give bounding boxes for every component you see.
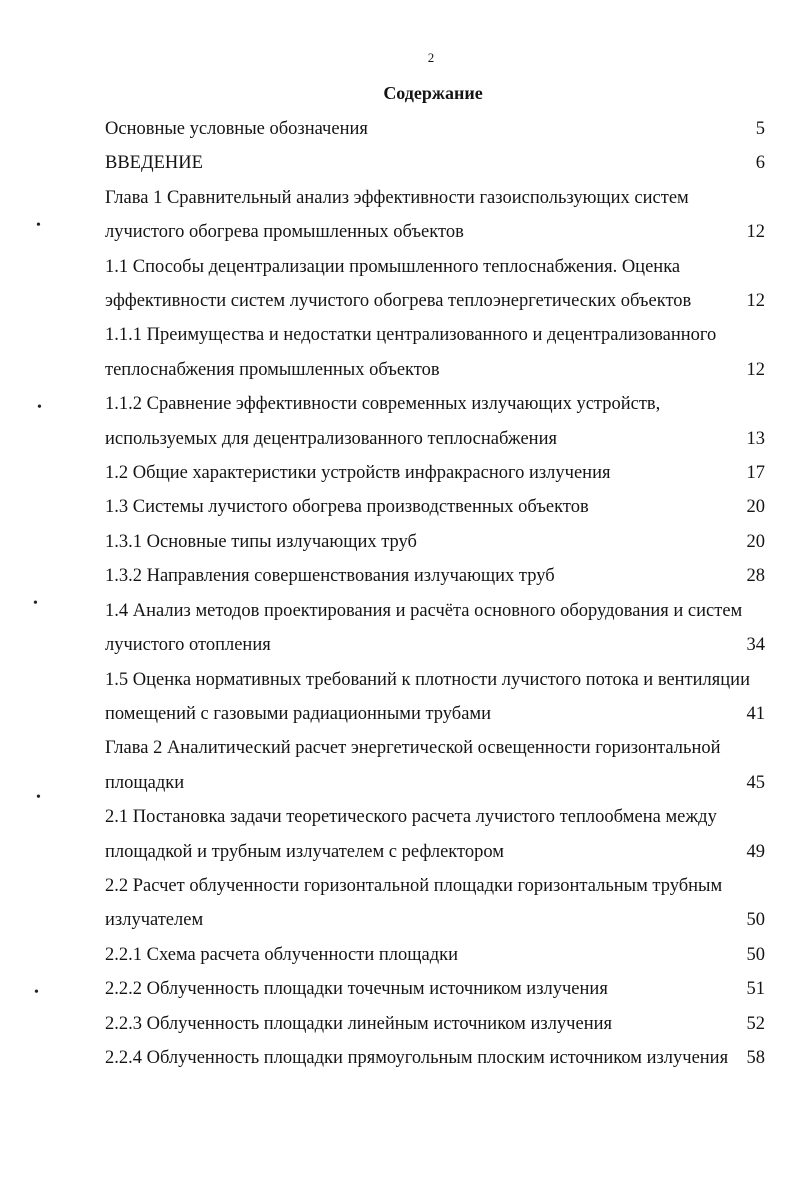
scan-speck: • <box>33 596 38 611</box>
toc-page-number: 58 <box>746 1047 765 1068</box>
toc-entry-text: 1.3.1 Основные типы излучающих труб <box>105 531 417 552</box>
toc-page-number: 12 <box>746 359 765 380</box>
toc-page-number: 52 <box>746 1013 765 1034</box>
toc-entry <box>105 663 767 732</box>
toc-entry-text: излучателем <box>105 910 204 931</box>
toc-entry <box>105 938 767 972</box>
toc-entry-text: площадкой и трубным излучателем с рефлектором <box>105 841 504 862</box>
toc-entry <box>105 250 767 319</box>
toc-entry-text: лучистого обогрева промышленных объектов <box>105 222 464 243</box>
toc-page-number: 20 <box>746 531 765 552</box>
toc-entry-text: 1.1.1 Преимущества и недостатки централизованного и децентрализованного <box>105 325 717 346</box>
toc-entry <box>105 1007 767 1041</box>
toc-page-number: 41 <box>746 703 765 724</box>
toc-entry-text: Глава 2 Аналитический расчет энергетической освещенности горизонтальной <box>105 738 721 759</box>
toc-page-number: 13 <box>746 428 765 449</box>
toc-entry <box>105 800 767 869</box>
toc-entry <box>105 490 767 524</box>
toc-page-number: 20 <box>746 497 765 518</box>
toc-entry <box>105 731 767 800</box>
toc-entry <box>105 559 767 593</box>
page-title: Содержание <box>383 83 483 103</box>
toc-entry-text: используемых для децентрализованного теплоснабжения <box>105 428 557 449</box>
toc-entry-text: 2.2.2 Облученность площадки точечным источником излучения <box>105 979 608 1000</box>
toc-page-number: 50 <box>746 944 765 965</box>
toc-page-number: 49 <box>746 841 765 862</box>
page-number: 2 <box>427 50 435 65</box>
toc-entry <box>105 456 767 490</box>
scan-speck: • <box>34 985 39 1000</box>
scan-speck: • <box>36 790 41 805</box>
toc-entry-text: 2.1 Постановка задачи теоретического расчета лучистого теплообмена между <box>105 807 717 828</box>
toc-entry-text: 1.3 Системы лучистого обогрева производственных объектов <box>105 497 589 518</box>
toc-entry <box>105 869 767 938</box>
toc-entry-text: Глава 1 Сравнительный анализ эффективности газоиспользующих систем <box>105 187 689 208</box>
toc-page-number: 28 <box>746 566 765 587</box>
toc-page-number: 34 <box>746 635 765 656</box>
toc-entry <box>105 972 767 1006</box>
toc-entry-text: лучистого отопления <box>105 635 271 656</box>
toc-entry <box>105 594 767 663</box>
toc-page-number: 12 <box>746 222 765 243</box>
toc-entry <box>105 387 767 456</box>
toc-entry-text: теплоснабжения промышленных объектов <box>105 359 440 380</box>
toc-entry-text: 1.1 Способы децентрализации промышленного теплоснабжения. Оценка <box>105 256 681 277</box>
toc-entry-text: 2.2 Расчет облученности горизонтальной площадки горизонтальным трубным <box>105 875 723 896</box>
toc-entry <box>105 525 767 559</box>
toc-entry-text: 2.2.3 Облученность площадки линейным источником излучения <box>105 1013 612 1034</box>
toc-page-number: 17 <box>746 463 765 484</box>
toc-entry-text: ВВЕДЕНИЕ <box>105 153 203 174</box>
toc-entry-text: эффективности систем лучистого обогрева теплоэнергетических объектов <box>105 291 692 312</box>
scan-speck: • <box>36 218 41 233</box>
toc-page-number: 51 <box>746 979 765 1000</box>
toc-page-number: 50 <box>746 910 765 931</box>
toc-entry-text: 1.1.2 Сравнение эффективности современных излучающих устройств, <box>105 394 661 415</box>
toc-entry <box>105 146 767 180</box>
toc-entry-text: 1.3.2 Направления совершенствования излучающих труб <box>105 566 555 587</box>
scan-speck: • <box>37 400 42 415</box>
toc-entry <box>105 112 767 146</box>
toc-entry <box>105 181 767 250</box>
toc-entry-text: 1.4 Анализ методов проектирования и расчёта основного оборудования и систем <box>105 600 743 621</box>
toc-page-number: 6 <box>755 153 765 174</box>
toc-entry <box>105 318 767 387</box>
toc-entry-text: площадки <box>105 772 185 793</box>
toc-page-number: 12 <box>746 291 765 312</box>
toc-page-number: 45 <box>746 772 765 793</box>
toc-page-number: 5 <box>755 119 765 139</box>
toc-entry-text: 2.2.4 Облученность площадки прямоугольным плоским источником излучения <box>105 1047 729 1068</box>
toc-entry-text: 1.5 Оценка нормативных требований к плотности лучистого потока и вентиляции <box>105 669 750 690</box>
table-of-contents <box>105 112 767 1075</box>
toc-entry <box>105 1041 767 1075</box>
toc-entry-text: 1.2 Общие характеристики устройств инфракрасного излучения <box>105 463 611 484</box>
toc-entry-text: 2.2.1 Схема расчета облученности площадки <box>105 944 459 965</box>
toc-entry-text: помещений с газовыми радиационными трубами <box>105 703 492 724</box>
toc-entry-text: Основные условные обозначения <box>105 119 368 139</box>
